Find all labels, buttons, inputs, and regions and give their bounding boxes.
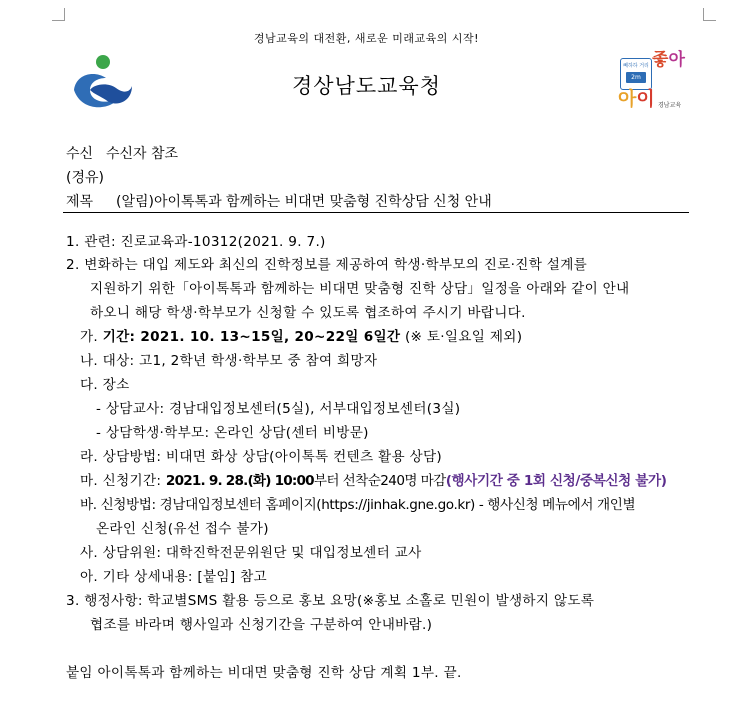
item-1: 1. 관련: 진로교육과-10312(2021. 9. 7.) (66, 234, 326, 250)
recipient-line (66, 143, 178, 163)
subject-line (66, 191, 492, 211)
item-ah: 아. 기타 상세내용: [붙임] 참고 (80, 569, 267, 585)
subject-label: 제목 (66, 194, 94, 210)
item-sa: 사. 상담위원: 대학진학전문위원단 및 대입정보센터 교사 (80, 545, 422, 561)
item-ra: 라. 상담방법: 비대면 화상 상담(아이톡톡 컨텐츠 활용 상담) (80, 449, 442, 465)
item-2-line-3: 하오니 해당 학생·학부모가 신청할 수 있도록 협조하여 주시기 바랍니다. (90, 305, 526, 321)
crop-mark-top-right (703, 8, 716, 21)
item-2-line-1: 2. 변화하는 대입 제도와 최신의 진학정보를 제공하여 학생·학부모의 진로·진학 설계를 (66, 257, 588, 273)
item-3-line-1: 3. 행정사항: 학교별SMS 활용 등으로 홍보 요망(※홍보 소홀로 민원이 발생하지 않도록 (66, 593, 595, 609)
recipient-label: 수신 (66, 146, 94, 162)
header-divider (63, 212, 689, 213)
once-only-notice: (행사기간 중 1회 신청/중복신청 불가) (445, 473, 667, 489)
period-bold: 기간: 2021. 10. 13~15일, 20~22일 6일간 (102, 329, 401, 345)
subject-value: (알림)아이톡톡과 함께하는 비대면 맞춤형 진학상담 신청 안내 (116, 194, 492, 210)
item-ma: 마. 신청기간: 2021. 9. 28.(화) 10:00부터 선착순240명 마감(행사기간 중 1회 신청/중복신청 불가) (80, 469, 667, 489)
recipient-value: 수신자 참조 (106, 146, 179, 162)
item-da-sub-1: - 상담교사: 경남대입정보센터(5실), 서부대입정보센터(3실) (96, 401, 461, 417)
item-3-line-2: 협조를 바라며 행사일과 신청기간을 구분하여 안내바람.) (90, 617, 433, 633)
item-na: 나. 대상: 고1, 2학년 학생·학부모 중 참여 희망자 (80, 353, 378, 369)
deadline-bold: 2021. 9. 28.(화) 10:00 (165, 473, 314, 489)
item-ba-line-1: 바. 신청방법: 경남대입정보센터 홈페이지(https://jinhak.gne.go.kr) - 행사신청 메뉴에서 개인별 (80, 497, 636, 513)
item-2-line-2: 지원하기 위한「아이톡톡과 함께하는 비대면 맞춤형 진학 상담」일정을 아래와 같이 안내 (90, 281, 630, 297)
slogan: 경남교육의 대전환, 새로운 미래교육의 시작! (253, 32, 480, 45)
item-ba-line-2: 온라인 신청(유선 접수 불가) (96, 521, 269, 537)
logo-kids-text: 아이 (618, 88, 655, 110)
logo-good-text: 좋아 (652, 50, 685, 70)
item-da-sub-2: - 상담학생·학부모: 온라인 상담(센터 비방문) (96, 425, 369, 441)
crop-mark-top-left (52, 8, 65, 21)
attachment-line: 붙임 아이톡톡과 함께하는 비대면 맞춤형 진학 상담 계획 1부. 끝. (66, 665, 462, 681)
document-org-title: 경상남도교육청 (291, 74, 441, 98)
item-da: 다. 장소 (80, 377, 130, 393)
campaign-logo (612, 50, 696, 116)
logo-org-text: 경남교육 (658, 102, 682, 109)
via-line: (경유) (66, 170, 104, 186)
item-ga: 가. 기간: 2021. 10. 13~15일, 20~22일 6일간 (※ 토·일요일 제외) (80, 329, 523, 345)
distance-sign-icon: 빼하하 거리 2m (620, 58, 652, 90)
